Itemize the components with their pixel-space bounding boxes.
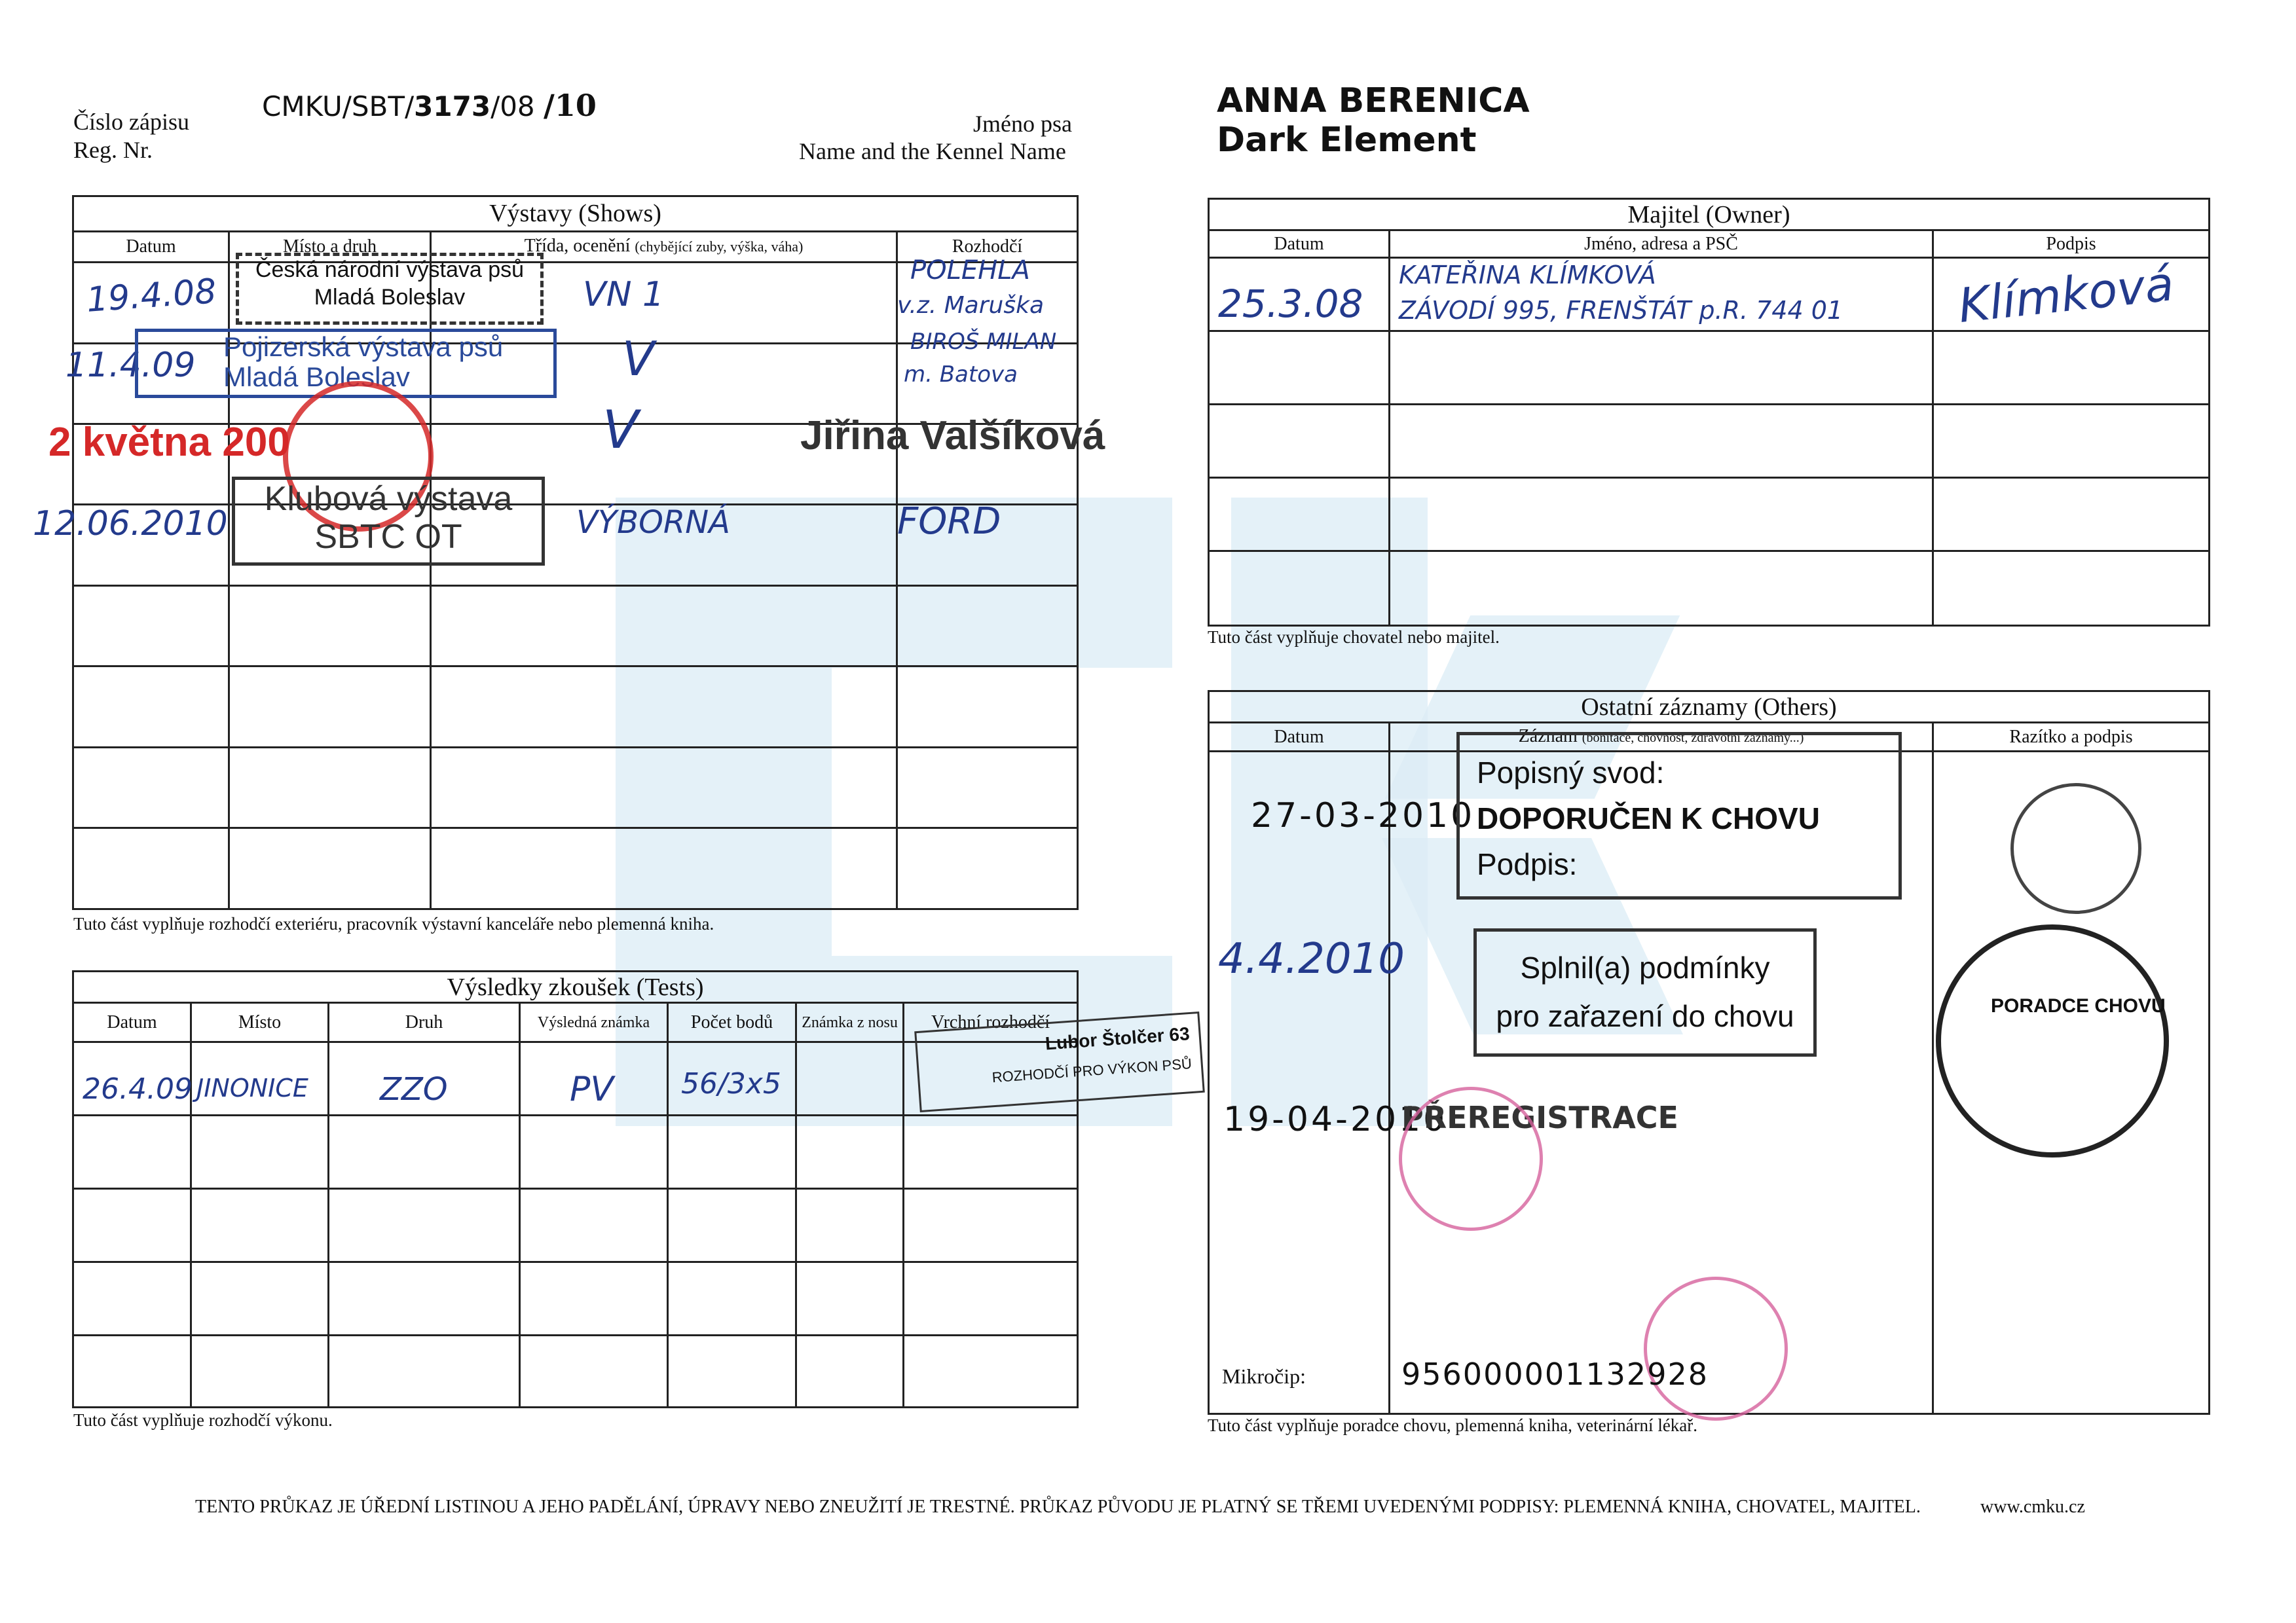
owner-table xyxy=(1208,198,2210,627)
show-row4-date: 12.06.2010 xyxy=(33,504,228,543)
show-row4-judge: FORD xyxy=(897,500,1001,543)
entry1-line1: Popisný svod: xyxy=(1477,756,1665,790)
reg-label-cz: Číslo zápisu xyxy=(73,109,189,135)
test-row1-place: JINONICE xyxy=(196,1074,308,1103)
owner-col-date: Datum xyxy=(1209,230,1390,258)
test-row1-grade: PV xyxy=(570,1070,614,1109)
show-row4-class: VÝBORNÁ xyxy=(576,504,730,541)
footer-legal: TENTO PRŮKAZ JE ÚŘEDNÍ LISTINOU A JEHO PADĚLÁNÍ, ÚPRAVY NEBO ZNEUŽITÍ JE TRESTNÉ. PRŮKAZ PŮVODU JE PLATNÝ SE TŘEMI UVEDENÝMI PODPISY: PLEMENNÁ KNIHA, CHOVATEL, MAJITEL. xyxy=(195,1497,1921,1517)
others-entry2-stamp: Splnil(a) podmínky pro zařazení do chovu xyxy=(1473,928,1817,1057)
name-label-en: Name and the Kennel Name xyxy=(799,138,1066,164)
others-entry3-date: 19-04-2010 xyxy=(1223,1100,1448,1139)
others-col-date: Datum xyxy=(1209,723,1390,752)
name-label-cz: Jméno psa xyxy=(973,111,1072,137)
reg-label-en: Reg. Nr. xyxy=(73,137,153,163)
entry1-line3: Podpis: xyxy=(1477,847,1578,881)
others-footnote: Tuto část vyplňuje poradce chovu, plemenná kniha, veterinární lékař. xyxy=(1208,1415,1698,1435)
footer-url: www.cmku.cz xyxy=(1980,1497,2085,1517)
test-row1-points: 56/3x5 xyxy=(681,1067,781,1101)
tests-col-grade: Výsledná známka xyxy=(520,1003,668,1042)
others-col-stamp: Razítko a podpis xyxy=(1933,723,2210,752)
others-entry1-date: 27-03-2010 xyxy=(1251,796,1475,835)
test-row1-date: 26.4.09 xyxy=(83,1072,193,1106)
show-row3-date: 2 května 200 xyxy=(48,420,290,465)
club-round-stamp xyxy=(2010,783,2141,914)
registry-pink-seal-2 xyxy=(1644,1277,1788,1421)
shows-col-judge: Rozhodčí xyxy=(897,231,1078,262)
tests-title: Výsledky zkoušek (Tests) xyxy=(73,972,1078,1003)
microchip-value: 956000001132928 xyxy=(1401,1357,1709,1392)
microchip-label: Mikročip: xyxy=(1222,1364,1306,1388)
owner-row1-signature: Klímková xyxy=(1955,255,2177,334)
registry-pink-seal xyxy=(1399,1087,1543,1231)
show-row3-class: V xyxy=(602,399,639,460)
dog-name-line2: Dark Element xyxy=(1217,120,1477,160)
others-entry1-stamp xyxy=(1456,732,1902,900)
shows-footnote: Tuto část vyplňuje rozhodčí exteriéru, pracovník výstavní kanceláře nebo plemenná kniha. xyxy=(73,914,714,934)
owner-col-sign: Podpis xyxy=(1933,230,2210,258)
show-row2-judge: BIROŠ MILAN xyxy=(910,329,1057,355)
owner-col-name: Jméno, adresa a PSČ xyxy=(1390,230,1933,258)
tests-col-place: Místo xyxy=(191,1003,329,1042)
show-row2-judge2: m. Batova xyxy=(904,361,1018,388)
show-row1-judge2: v.z. Maruška xyxy=(897,292,1044,319)
test-row1-judge-stamp: Lubor Štolčer 63 ROZHODČÍ PRO VÝKON PSŮ xyxy=(914,1012,1205,1112)
others-col-record: Záznam (bonitace, chovnost, zdravotní záznamy...) xyxy=(1390,723,1933,752)
shows-title: Výstavy (Shows) xyxy=(73,196,1078,232)
tests-col-date: Datum xyxy=(73,1003,191,1042)
shows-col-class: Třída, ocenění (chybějící zuby, výška, váha) xyxy=(431,231,897,262)
show-row3-judge: Jiřina Valšíková xyxy=(800,413,1105,458)
show-row1-class: VN 1 xyxy=(583,275,665,314)
tests-col-points: Počet bodů xyxy=(668,1003,796,1042)
owner-row1-date: 25.3.08 xyxy=(1218,282,1363,326)
owner-row1-name: KATEŘINA KLÍMKOVÁ xyxy=(1399,261,1656,289)
show-row2-place-stamp: Pojizerská výstava psů Mladá Boleslav xyxy=(135,329,557,398)
show-row4-place-stamp: Klubová výstava SBTC OT xyxy=(232,477,545,566)
show-row1-date: 19.4.08 xyxy=(85,272,218,320)
tests-footnote: Tuto část vyplňuje rozhodčí výkonu. xyxy=(73,1410,333,1430)
tests-col-judge: Vrchní rozhodčí xyxy=(904,1003,1078,1042)
test-row1-type: ZZO xyxy=(380,1071,448,1108)
others-entry3-text: PŘEREGISTRACE xyxy=(1401,1100,1678,1135)
tests-col-nose: Známka z nosu xyxy=(796,1003,904,1042)
show-row1-place-stamp: Česká národní výstava psů Mladá Boleslav xyxy=(236,253,544,325)
tests-col-type: Druh xyxy=(329,1003,520,1042)
show-row2-date: 11.4.09 xyxy=(65,346,196,385)
dog-name-line1: ANNA BERENICA xyxy=(1217,81,1530,120)
entry1-line2: DOPORUČEN K CHOVU xyxy=(1477,801,1820,835)
reg-number: CMKU/SBT/3173/08 /10 xyxy=(262,88,597,123)
owner-row1-address: ZÁVODÍ 995, FRENŠTÁT p.R. 744 01 xyxy=(1399,296,1843,325)
breeding-advisor-stamp-text: PORADCE CHOVU xyxy=(1991,995,2166,1017)
shows-col-date: Datum xyxy=(73,231,229,262)
show-row1-judge: POLEHLA xyxy=(910,255,1030,285)
breeding-advisor-stamp xyxy=(1936,924,2169,1158)
owner-title: Majitel (Owner) xyxy=(1209,199,2210,230)
others-title: Ostatní záznamy (Others) xyxy=(1209,691,2210,723)
owner-footnote: Tuto část vyplňuje chovatel nebo majitel. xyxy=(1208,627,1500,647)
show-row2-class: V xyxy=(622,331,655,386)
shows-col-place: Místo a druh xyxy=(229,231,431,262)
others-entry2-date: 4.4.2010 xyxy=(1218,935,1405,983)
